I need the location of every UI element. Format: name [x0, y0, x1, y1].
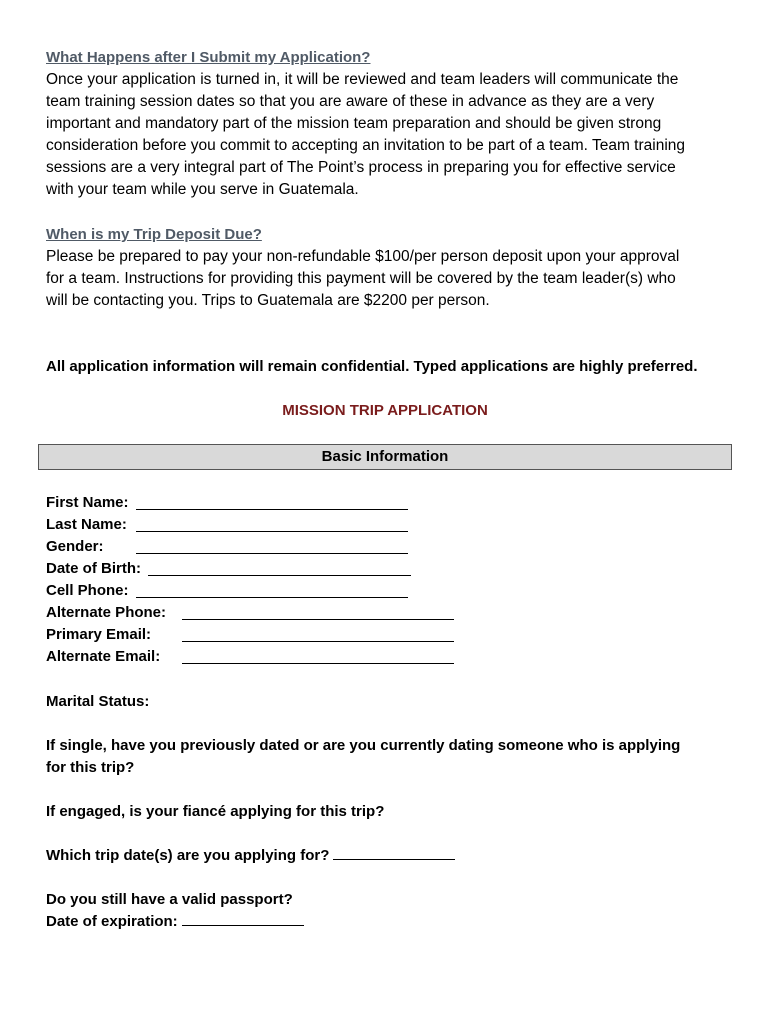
cell-phone-label: Cell Phone:	[46, 582, 129, 599]
first-name-label: First Name:	[46, 494, 129, 511]
deposit-paragraph	[46, 246, 736, 312]
form-title: MISSION TRIP APPLICATION	[282, 402, 488, 419]
paragraph-line: Please be prepared to pay your non-refundable $100/per person deposit upon your approval	[46, 248, 680, 265]
engaged-question: If engaged, is your fiancé applying for this trip?	[46, 803, 385, 820]
paragraph-line: will be contacting you. Trips to Guatemala are $2200 per person.	[46, 292, 490, 309]
paragraph-line: with your team while you serve in Guatemala.	[46, 181, 359, 198]
alt-email-input-line[interactable]	[182, 663, 454, 664]
first-name-input-line[interactable]	[136, 509, 408, 510]
single-question-line1: If single, have you previously dated or are you currently dating someone who is applying	[46, 737, 681, 754]
alt-phone-label: Alternate Phone:	[46, 604, 167, 621]
expiration-label: Date of expiration:	[46, 913, 178, 930]
last-name-input-line[interactable]	[136, 531, 408, 532]
paragraph-line: team training session dates so that you are aware of these in advance as they are a very	[46, 93, 655, 110]
after-submit-paragraph	[46, 69, 736, 201]
trip-dates-label: Which trip date(s) are you applying for?	[46, 847, 330, 864]
last-name-label: Last Name:	[46, 516, 127, 533]
gender-field[interactable]	[46, 536, 104, 558]
paragraph-line: Once your application is turned in, it will be reviewed and team leaders will communicate the	[46, 71, 679, 88]
gender-input-line[interactable]	[136, 553, 408, 554]
marital-status-label: Marital Status:	[46, 693, 150, 710]
primary-email-field[interactable]	[46, 624, 151, 646]
alt-email-label: Alternate Email:	[46, 648, 161, 665]
trip-dates-input-line[interactable]	[333, 845, 455, 860]
dob-label: Date of Birth:	[46, 560, 141, 577]
last-name-field[interactable]	[46, 514, 127, 536]
alt-phone-field[interactable]	[46, 602, 166, 624]
after-submit-heading: What Happens after I Submit my Application?	[46, 49, 371, 66]
deposit-heading: When is my Trip Deposit Due?	[46, 226, 262, 243]
alt-phone-input-line[interactable]	[182, 619, 454, 620]
gender-label: Gender:	[46, 538, 104, 555]
dob-field[interactable]	[46, 558, 141, 580]
expiration-field[interactable]	[46, 911, 304, 933]
confidential-note: All application information will remain confidential. Typed applications are highly preferred.	[46, 358, 698, 375]
paragraph-line: consideration before you commit to accepting an invitation to be part of a team. Team training	[46, 137, 686, 154]
cell-phone-input-line[interactable]	[136, 597, 408, 598]
single-question-line2: for this trip?	[46, 759, 135, 776]
primary-email-label: Primary Email:	[46, 626, 152, 643]
alt-email-field[interactable]	[46, 646, 160, 668]
paragraph-line: for a team. Instructions for providing this payment will be covered by the team leader(s) who	[46, 270, 676, 287]
passport-question: Do you still have a valid passport?	[46, 891, 293, 908]
primary-email-input-line[interactable]	[182, 641, 454, 642]
dob-input-line[interactable]	[148, 575, 411, 576]
paragraph-line: sessions are a very integral part of The Point’s process in preparing you for effective service	[46, 159, 676, 176]
cell-phone-field[interactable]	[46, 580, 129, 602]
expiration-input-line[interactable]	[182, 911, 304, 926]
trip-dates-field[interactable]	[46, 845, 455, 867]
first-name-field[interactable]	[46, 492, 129, 514]
paragraph-line: important and mandatory part of the mission team preparation and should be given strong	[46, 115, 662, 132]
basic-information-header: Basic Information	[38, 444, 732, 470]
